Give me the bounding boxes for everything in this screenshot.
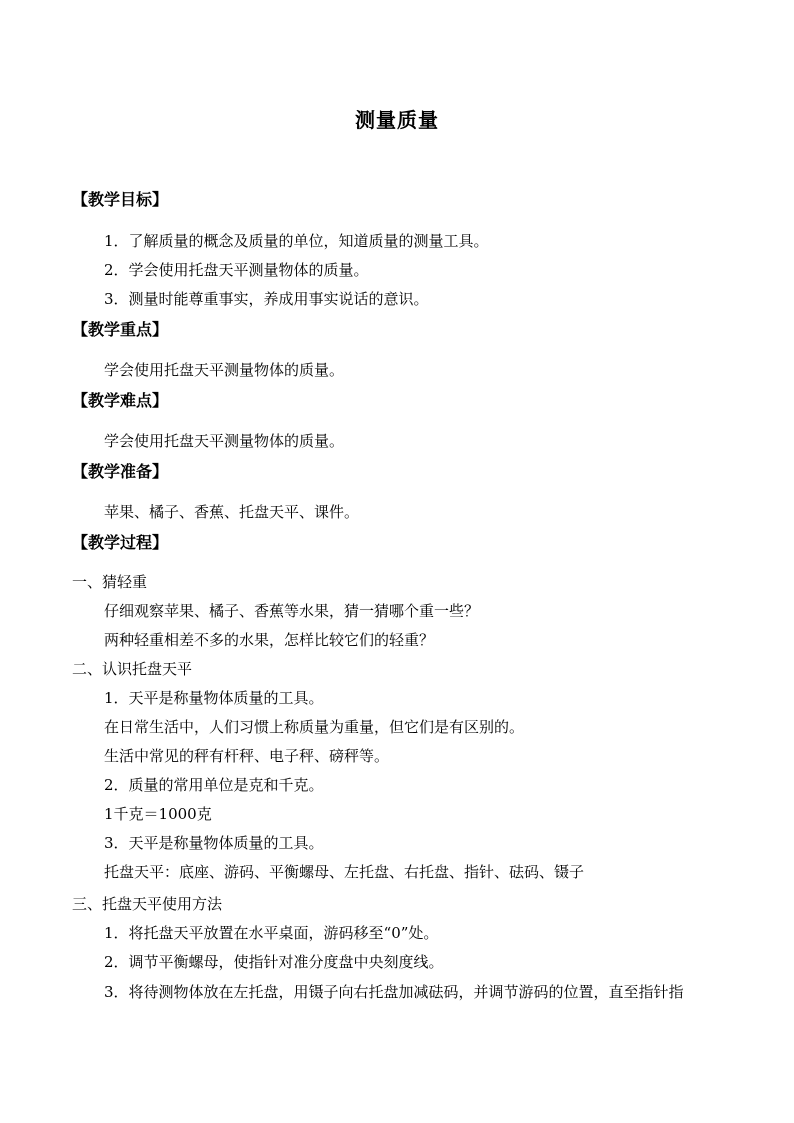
part1-heading: 一、猜轻重	[72, 573, 148, 591]
page-title: 测量质量	[355, 108, 439, 132]
goal-item-2: 2．学会使用托盘天平测量物体的质量。	[104, 261, 369, 279]
goals-heading: 【教学目标】	[72, 190, 169, 209]
part2-line-4: 2．质量的常用单位是克和千克。	[104, 776, 324, 794]
part3-line-1: 1．将托盘天平放置在水平桌面，游码移至“0”处。	[104, 924, 439, 942]
part2-line-5: 1千克＝1000克	[104, 805, 212, 823]
prep-text: 苹果、橘子、香蕉、托盘天平、课件。	[104, 503, 360, 521]
part2-line-3: 生活中常见的秤有杆秤、电子秤、磅秤等。	[104, 747, 390, 765]
part2-heading: 二、认识托盘天平	[72, 660, 193, 678]
prep-heading: 【教学准备】	[72, 462, 169, 481]
part3-line-3: 3．将待测物体放在左托盘，用镊子向右托盘加减砝码，并调节游码的位置，直至指针指	[104, 983, 684, 1001]
part1-line-1: 仔细观察苹果、橘子、香蕉等水果，猜一猜哪个重一些？	[104, 602, 480, 620]
part2-line-7: 托盘天平：底座、游码、平衡螺母、左托盘、右托盘、指针、砝码、镊子	[104, 863, 585, 881]
part2-line-6: 3．天平是称量物体质量的工具。	[104, 834, 324, 852]
process-heading: 【教学过程】	[72, 533, 169, 552]
part2-line-1: 1．天平是称量物体质量的工具。	[104, 689, 324, 707]
part1-line-2: 两种轻重相差不多的水果，怎样比较它们的轻重？	[104, 631, 435, 649]
goal-item-1: 1．了解质量的概念及质量的单位，知道质量的测量工具。	[104, 232, 489, 250]
part3-heading: 三、托盘天平使用方法	[72, 895, 223, 913]
goal-item-3: 3．测量时能尊重事实，养成用事实说话的意识。	[104, 290, 429, 308]
difficulty-heading: 【教学难点】	[72, 391, 169, 410]
part2-line-2: 在日常生活中，人们习惯上称质量为重量，但它们是有区别的。	[104, 718, 525, 736]
key-text: 学会使用托盘天平测量物体的质量。	[104, 361, 345, 379]
key-heading: 【教学重点】	[72, 320, 169, 339]
difficulty-text: 学会使用托盘天平测量物体的质量。	[104, 432, 345, 450]
part3-line-2: 2．调节平衡螺母，使指针对准分度盘中央刻度线。	[104, 953, 444, 971]
